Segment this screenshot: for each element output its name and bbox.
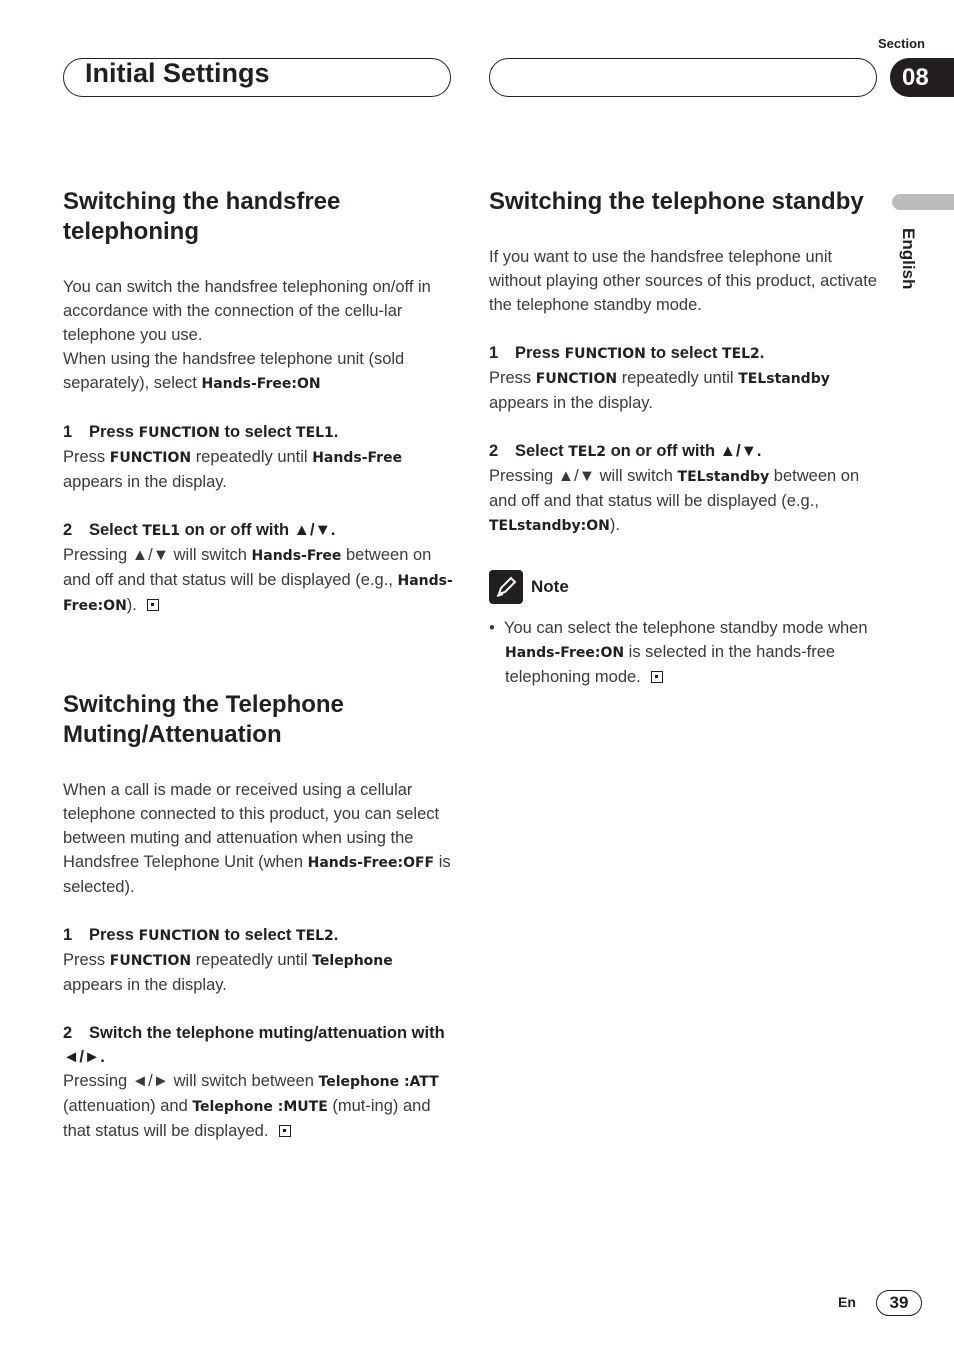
chapter-title: Initial Settings xyxy=(85,58,270,88)
step-heading: 2 Switch the telephone muting/attenuation with ◄/►. xyxy=(63,1024,445,1066)
section-heading-handsfree: Switching the handsfree telephoning xyxy=(63,188,341,245)
step-body: Press FUNCTION repeatedly until TELstandby appears in the display. xyxy=(489,369,830,412)
section-heading-standby: Switching the telephone standby xyxy=(489,188,864,215)
step-body: Press FUNCTION repeatedly until Hands-Free appears in the display. xyxy=(63,448,403,491)
step-heading: 1 Press FUNCTION to select TEL2. xyxy=(63,926,339,944)
right-column xyxy=(489,187,881,689)
step-body: Press FUNCTION repeatedly until Telephone appears in the display. xyxy=(63,951,393,994)
section-label: Section xyxy=(878,36,925,51)
left-column xyxy=(63,187,455,1143)
header-blank-frame xyxy=(489,58,877,97)
step-body: Pressing ◄/► will switch between Telephone :ATT (attenuation) and Telephone :MUTE (mut-ing) and that status will be displayed. xyxy=(63,1072,439,1140)
step-heading: 2 Select TEL1 on or off with ▲/▼. xyxy=(63,521,336,539)
note-item: • You can select the telephone standby mode when Hands-Free:ON is selected in the hands-free telephoning mode. xyxy=(489,619,868,686)
language-label: English xyxy=(899,228,918,290)
note-label: Note xyxy=(531,577,569,596)
pencil-icon xyxy=(489,570,523,604)
section-number: 08 xyxy=(890,58,954,97)
page-number: 39 xyxy=(876,1290,922,1316)
step-heading: 1 Press FUNCTION to select TEL1. xyxy=(63,423,339,441)
end-mark-icon xyxy=(279,1125,291,1137)
note-header xyxy=(489,570,881,604)
step-body: Pressing ▲/▼ will switch TELstandby between on and off and that status will be displayed (e.g., TELstandby:ON). xyxy=(489,467,860,534)
language-tab xyxy=(892,194,954,210)
footer-language: En xyxy=(838,1294,856,1310)
section-heading-muting: Switching the Telephone Muting/Attenuation xyxy=(63,691,344,748)
step-heading: 1 Press FUNCTION to select TEL2. xyxy=(489,344,765,362)
end-mark-icon xyxy=(651,671,663,683)
paragraph: When a call is made or received using a cellular telephone connected to this product, you can select between muting and attenuation when using the Handsfree Telephone Unit (when Hands-Free:OFF is selected). xyxy=(63,781,451,896)
step-body: Pressing ▲/▼ will switch Hands-Free between on and off and that status will be displayed (e.g., Hands-Free:ON). xyxy=(63,546,453,614)
paragraph: When using the handsfree telephone unit (sold separately), select Hands-Free:ON xyxy=(63,350,405,392)
end-mark-icon xyxy=(147,599,159,611)
paragraph: If you want to use the handsfree telephone unit without playing other sources of this product, activate the telephone standby mode. xyxy=(489,248,877,314)
paragraph: You can switch the handsfree telephoning on/off in accordance with the connection of the cellu-lar telephone you use. xyxy=(63,278,431,344)
step-heading: 2 Select TEL2 on or off with ▲/▼. xyxy=(489,442,762,460)
